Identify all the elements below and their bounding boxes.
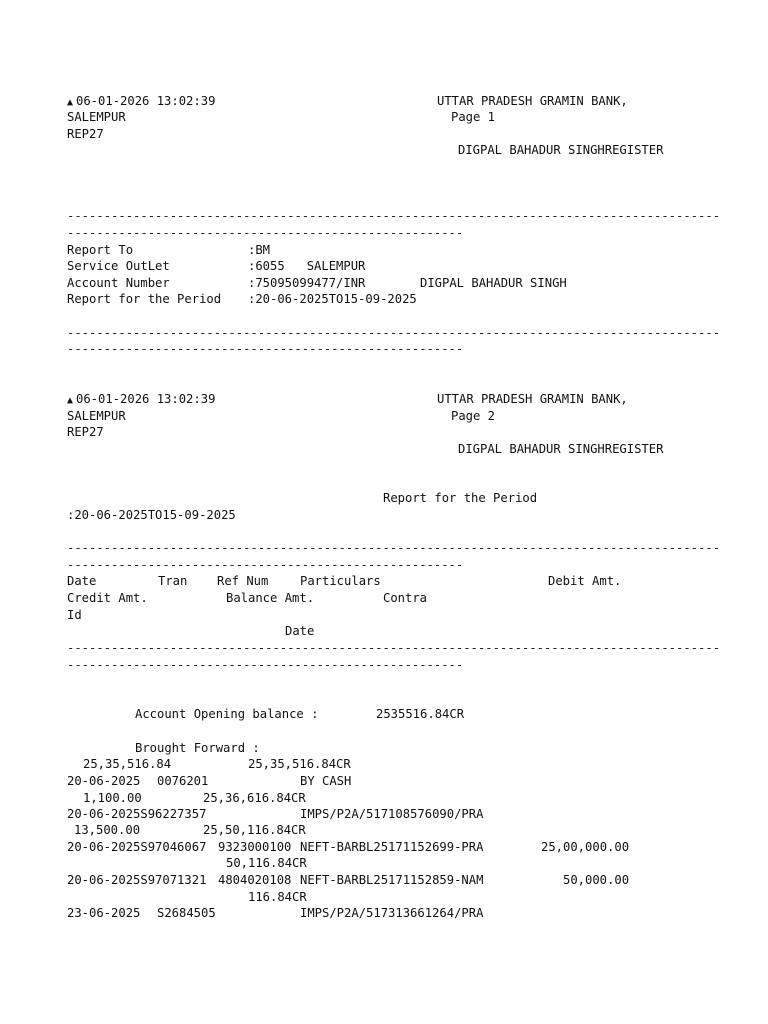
txn-date: 20-06-2025: [67, 873, 141, 887]
page2-rule-2b: ------------------------------------------------------: [67, 658, 464, 672]
page2-report-code: REP27: [67, 425, 104, 439]
page1-register: DIGPAL BAHADUR SINGHREGISTER: [458, 143, 664, 157]
page1-timestamp: 06-01-2026 13:02:39: [76, 94, 216, 108]
col-header-debit: Debit Amt.: [548, 574, 622, 588]
brought-forward-credit: 25,35,516.84: [83, 757, 172, 771]
page2-period-label: Report for the Period: [383, 491, 538, 505]
txn-date: 23-06-2025: [67, 906, 141, 920]
txn-tran: 0076201: [157, 774, 209, 788]
txn-particulars: NEFT-BARBL25171152699-PRA: [300, 840, 484, 854]
txn-ref: 9323000100: [218, 840, 292, 854]
txn-balance: 50,116.84CR: [226, 856, 307, 870]
txn-ref: 4804020108: [218, 873, 292, 887]
page2-page-number: Page 2: [451, 409, 496, 423]
txn-tran: S97071321: [140, 873, 207, 887]
page2-rule-1a: -----------------------------------------------------------------------------------------: [67, 541, 721, 555]
page1-rule-2a: -----------------------------------------------------------------------------------------: [67, 326, 721, 340]
txn-date-tran: [67, 839, 206, 855]
page2-branch: SALEMPUR: [67, 409, 126, 423]
page1-report-code: REP27: [67, 127, 104, 141]
txn-tran: S97046067: [140, 840, 207, 854]
page2-timestamp-line: [67, 391, 215, 409]
txn-date-tran: [67, 806, 206, 822]
detail-label-account-number: Account Number: [67, 276, 170, 290]
txn-date: 20-06-2025: [67, 807, 141, 821]
txn-balance: 25,36,616.84CR: [203, 791, 306, 805]
page2-rule-1b: ------------------------------------------------------: [67, 558, 464, 572]
col-header-id: Id: [67, 608, 82, 622]
txn-debit: 25,00,000.00: [541, 840, 630, 854]
page2-timestamp: 06-01-2026 13:02:39: [76, 392, 216, 406]
txn-tran: S96227357: [140, 807, 207, 821]
detail-label-period: Report for the Period: [67, 292, 222, 306]
opening-balance-value: 2535516.84CR: [376, 707, 465, 721]
detail-value-period: :20-06-2025TO15-09-2025: [248, 292, 417, 306]
page2-rule-2a: -----------------------------------------------------------------------------------------: [67, 641, 721, 655]
txn-particulars: NEFT-BARBL25171152859-NAM: [300, 873, 484, 887]
col-header-date: Date: [67, 574, 97, 588]
detail-label-service-outlet: Service OutLet: [67, 259, 170, 273]
page1-rule-2b: ------------------------------------------------------: [67, 342, 464, 356]
detail-value-service-outlet: :6055 SALEMPUR: [248, 259, 366, 273]
col-header-balance: Balance Amt.: [226, 591, 315, 605]
opening-balance-label: Account Opening balance :: [135, 707, 319, 721]
page1-rule-1b: ------------------------------------------------------: [67, 226, 464, 240]
page1-rule-1a: -----------------------------------------------------------------------------------------: [67, 209, 721, 223]
col-header-contra: Contra: [383, 591, 428, 605]
txn-credit: 1,100.00: [83, 791, 142, 805]
txn-balance: 25,50,116.84CR: [203, 823, 306, 837]
txn-debit: 50,000.00: [563, 873, 630, 887]
page1-branch: SALEMPUR: [67, 110, 126, 124]
col-header-credit: Credit Amt.: [67, 591, 148, 605]
txn-particulars: IMPS/P2A/517108576090/PRA: [300, 807, 484, 821]
detail-value-report-to: :BM: [248, 243, 271, 257]
page2-register: DIGPAL BAHADUR SINGHREGISTER: [458, 442, 664, 456]
col-header-particulars: Particulars: [300, 574, 381, 588]
detail-account-holder: DIGPAL BAHADUR SINGH: [420, 276, 567, 290]
txn-date: 20-06-2025: [67, 774, 141, 788]
col-header-tran: Tran: [158, 574, 188, 588]
page1-bank-name: UTTAR PRADESH GRAMIN BANK,: [437, 94, 628, 108]
page2-bank-name: UTTAR PRADESH GRAMIN BANK,: [437, 392, 628, 406]
page2-period-value: :20-06-2025TO15-09-2025: [67, 508, 236, 522]
col-header-contra-date: Date: [285, 624, 315, 638]
detail-value-account-number: :75095099477/INR: [248, 276, 366, 290]
txn-date: 20-06-2025: [67, 840, 141, 854]
txn-date-tran: [67, 872, 206, 888]
txn-balance: 116.84CR: [248, 890, 307, 904]
brought-forward-balance: 25,35,516.84CR: [248, 757, 351, 771]
up-arrow-icon: ▲: [67, 395, 74, 406]
col-header-ref-num: Ref Num: [217, 574, 269, 588]
up-arrow-icon: ▲: [67, 97, 74, 108]
txn-particulars: BY CASH: [300, 774, 352, 788]
brought-forward-label: Brought Forward :: [135, 741, 260, 755]
txn-particulars: IMPS/P2A/517313661264/PRA: [300, 906, 484, 920]
detail-label-report-to: Report To: [67, 243, 134, 257]
txn-tran: S2684505: [157, 906, 216, 920]
page1-page-number: Page 1: [451, 110, 496, 124]
txn-credit: 13,500.00: [74, 823, 141, 837]
